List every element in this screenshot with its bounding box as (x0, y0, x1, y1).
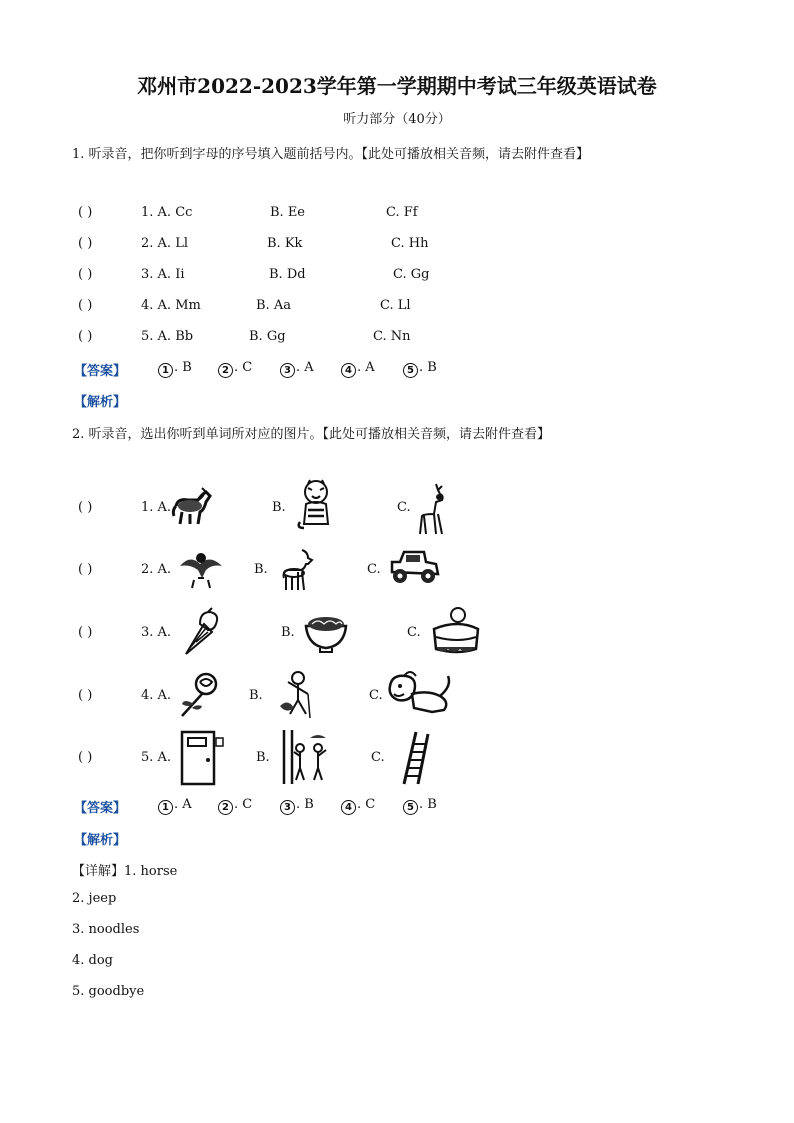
answer-item: 5 . B (403, 360, 437, 378)
q1-option-b: B. Dd (269, 267, 306, 282)
detail-line: 4. dog (72, 953, 114, 968)
goat-picture[interactable] (278, 546, 318, 594)
deer-picture[interactable] (414, 480, 452, 538)
q1-option-a: 2. A. Ll (141, 236, 188, 251)
horse-picture[interactable] (168, 484, 214, 530)
ladder-picture[interactable] (398, 730, 434, 786)
q1-option-c: C. Ll (380, 298, 411, 313)
answer-item: 3 . B (280, 797, 314, 815)
q1-option-c: C. Ff (386, 205, 418, 220)
detail-label: 【详解】 (72, 864, 125, 879)
answer-bracket[interactable]: ( ) (78, 298, 93, 313)
q1-option-c: C. Nn (373, 329, 411, 344)
answer-bracket[interactable]: ( ) (78, 205, 93, 220)
answer-item: 4 . A (341, 360, 375, 378)
answer-bracket[interactable]: ( ) (78, 562, 93, 577)
q1-option-c: C. Hh (391, 236, 429, 251)
answer-bracket[interactable]: ( ) (78, 625, 93, 640)
goodbye-picture[interactable] (280, 728, 336, 786)
ice-cream-picture[interactable] (178, 606, 222, 658)
answer-item: 1 . B (158, 360, 192, 378)
q2-option-c-label: C. (369, 688, 383, 703)
q2-option-a-label: 1. A. (141, 500, 172, 515)
q2-option-b-label: B. (254, 562, 268, 577)
detail-line: 【详解】1. horse (72, 864, 178, 879)
q2-option-a-label: 2. A. (141, 562, 172, 577)
answer-bracket[interactable]: ( ) (78, 267, 93, 282)
q1-option-b: B. Kk (267, 236, 303, 251)
answer-bracket[interactable]: ( ) (78, 236, 93, 251)
answer-bracket[interactable]: ( ) (78, 329, 93, 344)
rose-picture[interactable] (176, 670, 226, 720)
q2-option-b-label: B. (249, 688, 263, 703)
jeep-picture[interactable] (386, 548, 442, 588)
noodles-picture[interactable] (302, 610, 350, 654)
answer-label: 【答案】 (74, 364, 127, 379)
question-1-heading: 1. 听录音，把你听到字母的序号填入题前括号内。【此处可播放相关音频，请去附件查看】 (72, 147, 590, 162)
detail-line: 2. jeep (72, 891, 117, 906)
q1-option-a: 4. A. Mm (141, 298, 201, 313)
answer-item: 5 . B (403, 797, 437, 815)
question-2-heading: 2. 听录音，选出你听到单词所对应的图片。【此处可播放相关音频，请去附件查看】 (72, 427, 551, 442)
answer-item: 1 . A (158, 797, 192, 815)
q1-option-a: 1. A. Cc (141, 205, 193, 220)
q2-option-a-label: 3. A. (141, 625, 172, 640)
detail-line: 5. goodbye (72, 984, 145, 999)
q1-option-a: 5. A. Bb (141, 329, 194, 344)
answer-item: 3 . A (280, 360, 314, 378)
answer-item: 2 . C (218, 797, 252, 815)
dog-picture[interactable] (384, 666, 456, 722)
q1-option-b: B. Ee (270, 205, 306, 220)
q2-option-c-label: C. (371, 750, 385, 765)
section-subtitle: 听力部分（40分） (343, 112, 451, 127)
q2-option-b-label: B. (272, 500, 286, 515)
tiger-picture[interactable] (294, 478, 340, 532)
bird-picture[interactable] (178, 550, 224, 590)
q1-option-b: B. Gg (249, 329, 286, 344)
monkey-picture[interactable] (276, 668, 316, 722)
cake-picture[interactable] (428, 603, 484, 659)
q2-option-a-label: 5. A. (141, 750, 172, 765)
q2-option-c-label: C. (367, 562, 381, 577)
q2-option-c-label: C. (397, 500, 411, 515)
door-picture[interactable] (178, 728, 226, 788)
answer-item: 2 . C (218, 360, 252, 378)
q1-option-a: 3. A. Ii (141, 267, 185, 282)
answer-bracket[interactable]: ( ) (78, 688, 93, 703)
answer-bracket[interactable]: ( ) (78, 750, 93, 765)
q2-option-b-label: B. (281, 625, 295, 640)
q1-option-b: B. Aa (256, 298, 291, 313)
q2-option-b-label: B. (256, 750, 270, 765)
analysis-label: 【解析】 (74, 833, 127, 848)
q2-option-c-label: C. (407, 625, 421, 640)
page-title: 邓州市2022-2023学年第一学期期中考试三年级英语试卷 (137, 74, 657, 98)
analysis-label: 【解析】 (74, 395, 127, 410)
answer-item: 4 . C (341, 797, 375, 815)
answer-bracket[interactable]: ( ) (78, 500, 93, 515)
q2-option-a-label: 4. A. (141, 688, 172, 703)
detail-line: 3. noodles (72, 922, 140, 937)
answer-label: 【答案】 (74, 801, 127, 816)
q1-option-c: C. Gg (393, 267, 430, 282)
